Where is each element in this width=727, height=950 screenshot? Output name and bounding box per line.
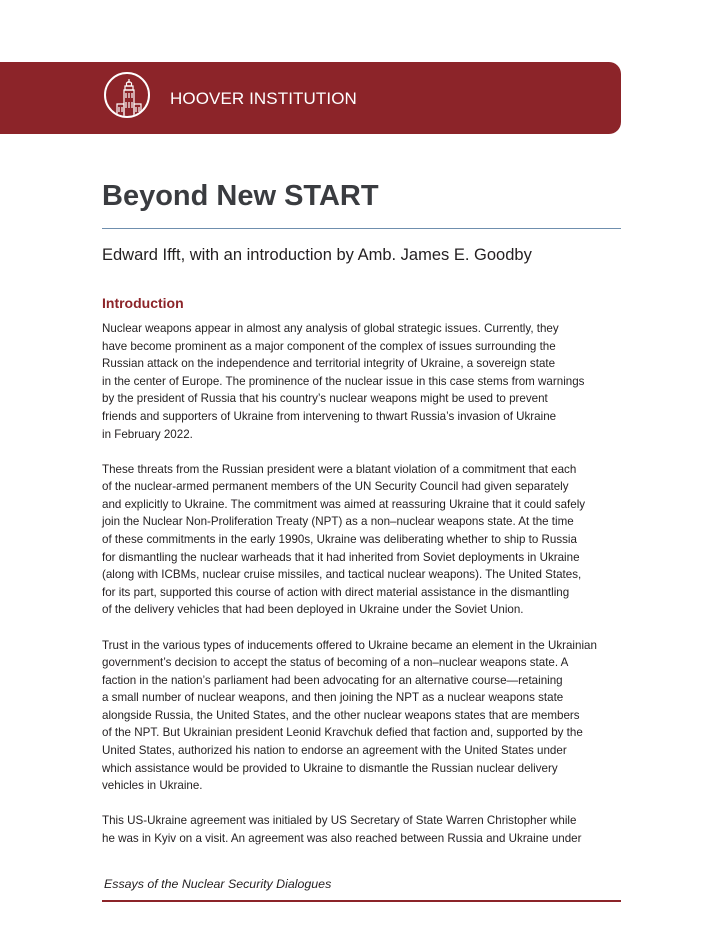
document-authors: Edward Ifft, with an introduction by Amb. James E. Goodby <box>102 246 532 264</box>
text-line: for its part, supported this course of action with direct material assistance in the dismantling <box>102 585 570 599</box>
title-divider <box>102 228 621 229</box>
footer-divider <box>102 900 621 902</box>
hoover-tower-logo-icon <box>104 72 150 118</box>
text-line: join the Nuclear Non-Proliferation Treaty (NPT) as a non–nuclear weapons state. At the time <box>102 515 574 529</box>
text-line: and explicitly to Ukraine. The commitment was aimed at reassuring Ukraine that it could safely <box>102 497 586 511</box>
text-line: of the nuclear-armed permanent members of the UN Security Council had given separately <box>102 480 569 494</box>
document-title: Beyond New START <box>102 180 379 212</box>
header-banner <box>0 62 621 134</box>
body-text <box>102 320 621 865</box>
text-line: a small number of nuclear weapons, and then joining the NPT as a nuclear weapons state <box>102 691 564 705</box>
text-line: of these commitments in the early 1990s, Ukraine was deliberating whether to ship to Russia <box>102 533 577 547</box>
text-line: friends and supporters of Ukraine from intervening to thwart Russia’s invasion of Ukraine <box>102 409 557 423</box>
footer-series-title: Essays of the Nuclear Security Dialogues <box>104 877 332 891</box>
text-line: of the NPT. But Ukrainian president Leonid Kravchuk defied that faction and, supported by the <box>102 726 583 740</box>
text-line: of the delivery vehicles that had been deployed in Ukraine under the Soviet Union. <box>102 603 524 617</box>
text-line: government’s decision to accept the status of becoming of a non–nuclear weapons state. A <box>102 656 569 670</box>
text-line: vehicles in Ukraine. <box>102 779 203 793</box>
paragraph-1 <box>102 320 621 443</box>
text-line: faction in the nation’s parliament had been advocating for an alternative course—retaining <box>102 673 563 687</box>
text-line: Russian attack on the independence and territorial integrity of Ukraine, a sovereign state <box>102 357 556 371</box>
organization-name: HOOVER INSTITUTION <box>170 89 357 108</box>
text-line: he was in Kyiv on a visit. An agreement was also reached between Russia and Ukraine under <box>102 831 582 845</box>
text-line: in February 2022. <box>102 427 193 441</box>
text-line: United States, authorized his nation to endorse an agreement with the United States under <box>102 744 567 758</box>
text-line: This US-Ukraine agreement was initialed by US Secretary of State Warren Christopher while <box>102 814 577 828</box>
text-line: (along with ICBMs, nuclear cruise missiles, and tactical nuclear weapons). The United States, <box>102 568 582 582</box>
section-heading: Introduction <box>102 295 184 311</box>
text-line: by the president of Russia that his country’s nuclear weapons might be used to prevent <box>102 392 548 406</box>
paragraph-3 <box>102 637 621 795</box>
text-line: in the center of Europe. The prominence of the nuclear issue in this case stems from warnings <box>102 374 585 388</box>
paragraph-4 <box>102 812 621 847</box>
text-line: These threats from the Russian president were a blatant violation of a commitment that each <box>102 462 577 476</box>
text-line: Trust in the various types of inducements offered to Ukraine became an element in the Ukrainian <box>102 638 597 652</box>
text-line: which assistance would be provided to Ukraine to dismantle the Russian nuclear delivery <box>102 761 558 775</box>
text-line: Nuclear weapons appear in almost any analysis of global strategic issues. Currently, they <box>102 322 559 335</box>
text-line: have become prominent as a major component of the complex of issues surrounding the <box>102 339 556 353</box>
text-line: alongside Russia, the United States, and the other nuclear weapons states that are members <box>102 708 580 722</box>
paragraph-2 <box>102 461 621 619</box>
text-line: for dismantling the nuclear warheads that it had inherited from Soviet deployments in Ukraine <box>102 550 580 564</box>
